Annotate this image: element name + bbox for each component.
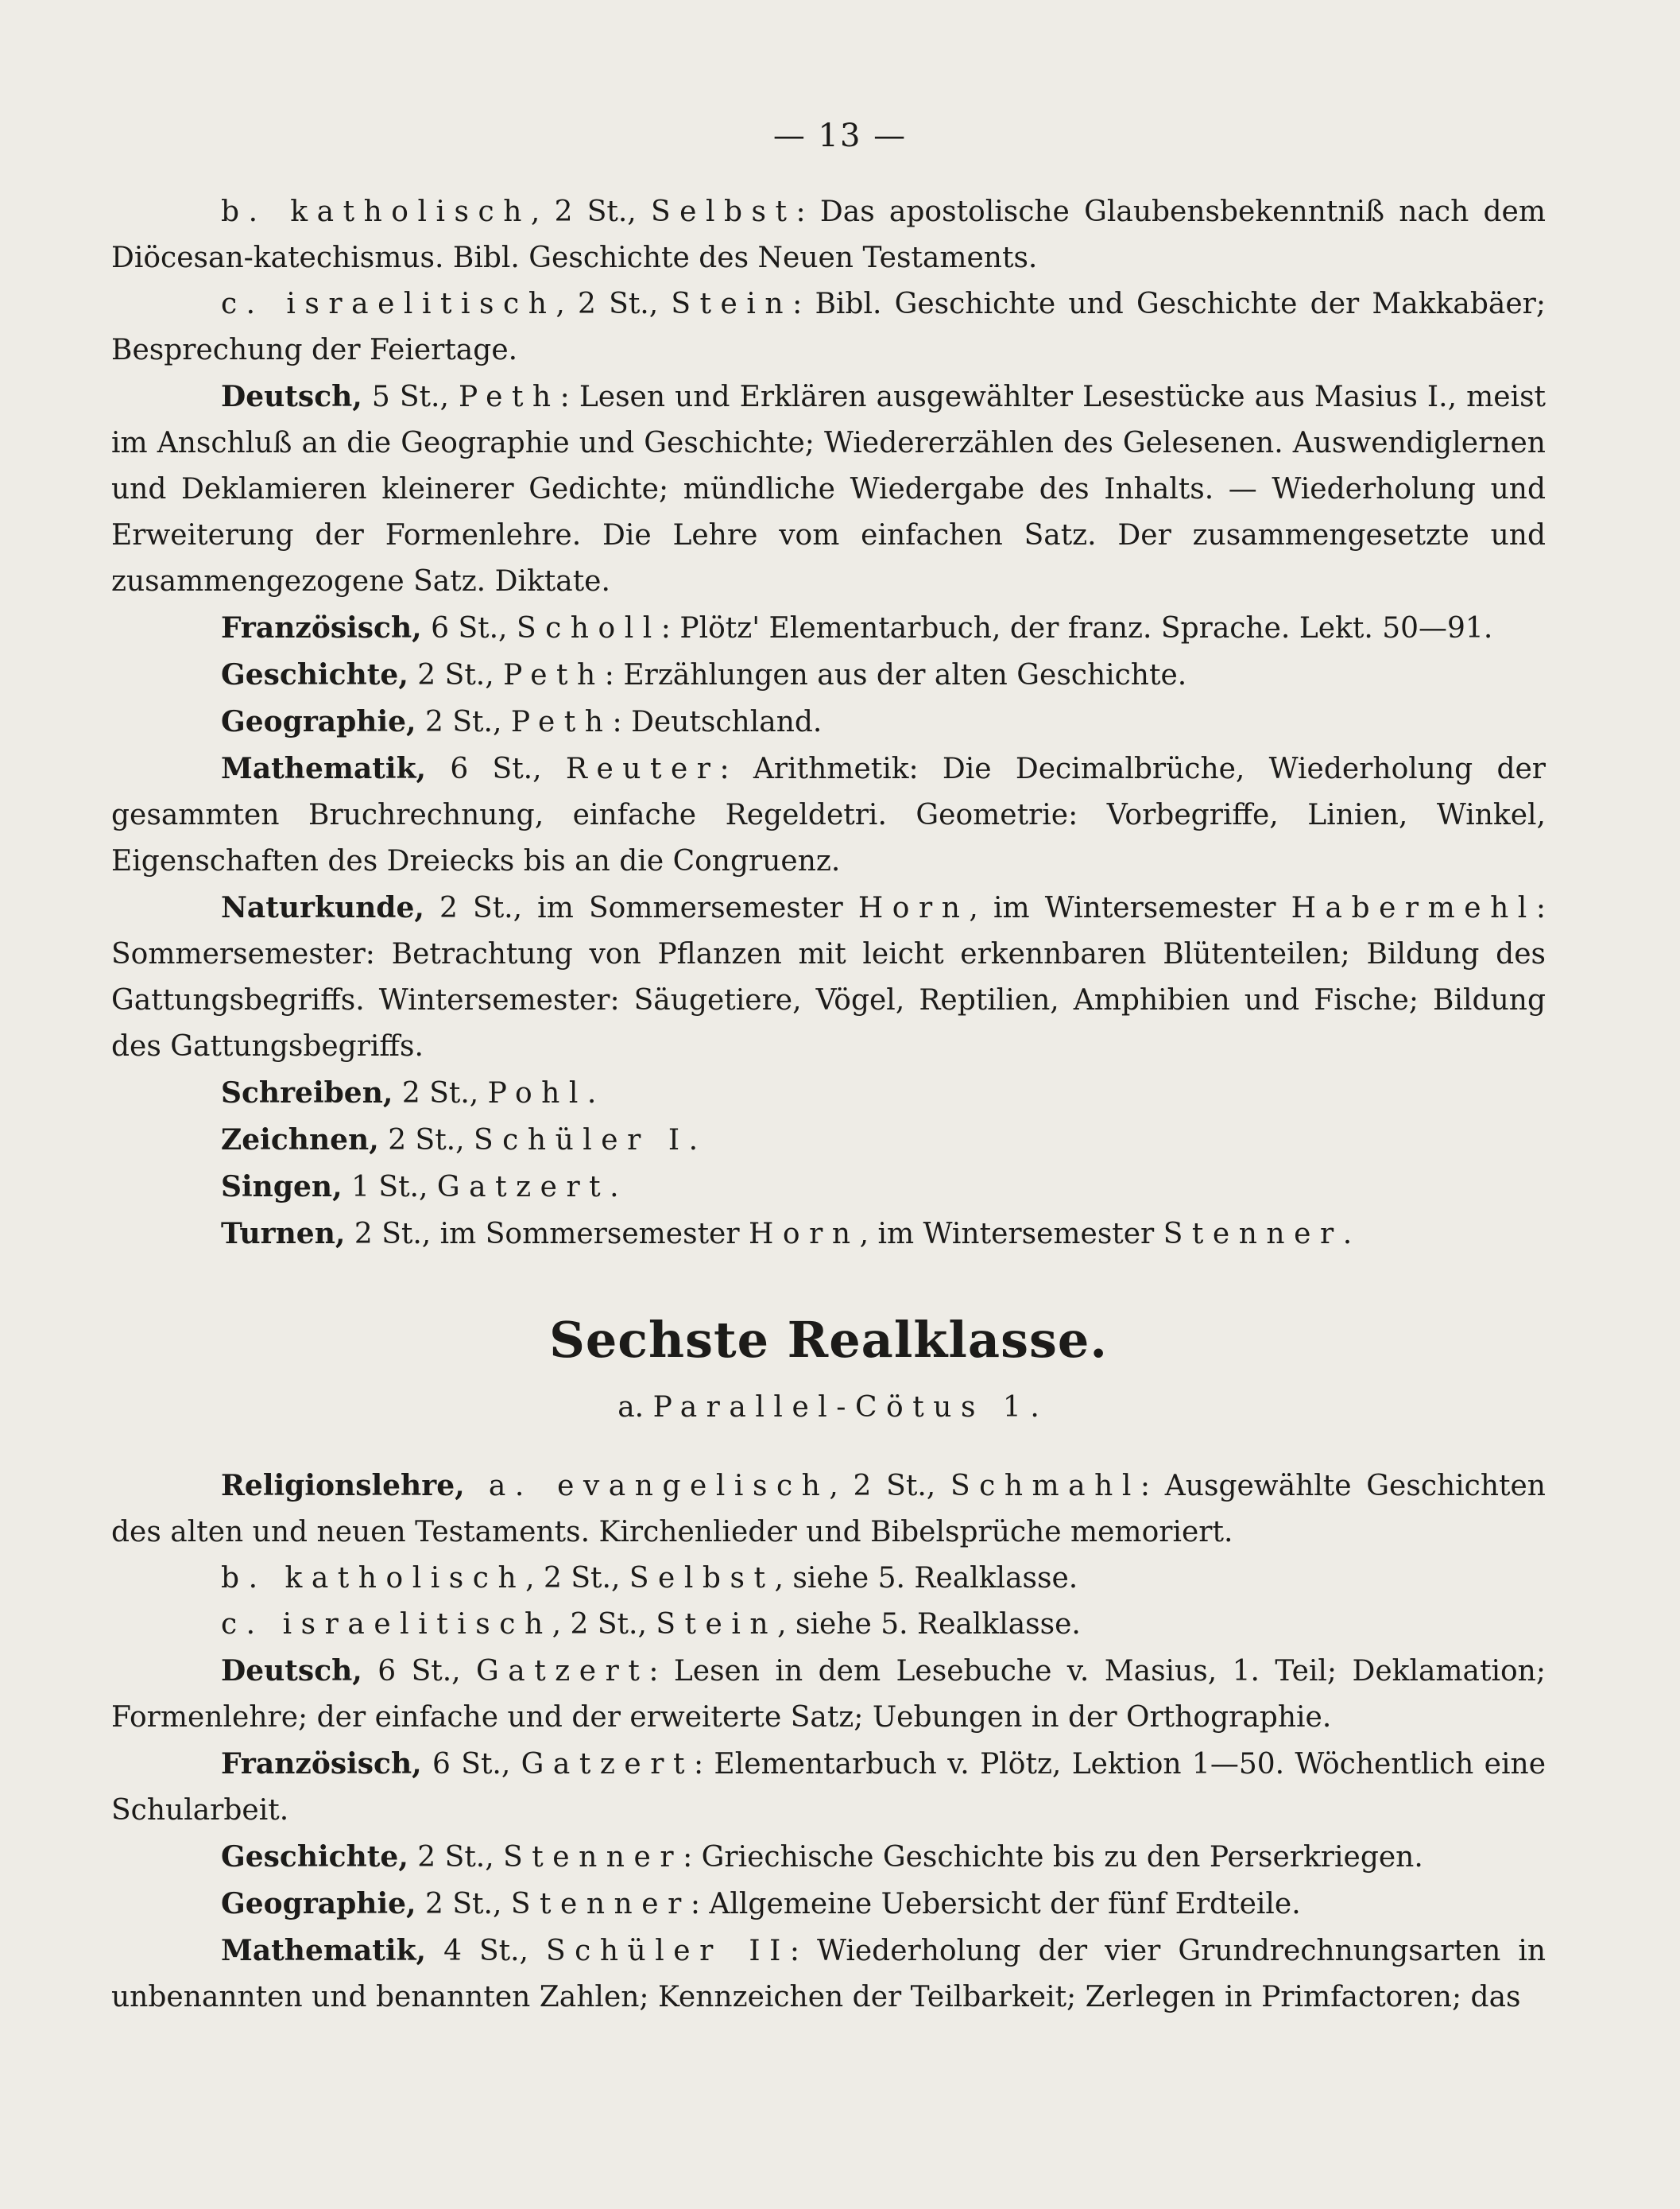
- hours: , 2 St.,: [530, 196, 651, 228]
- subheading-text: Parallel-Cötus 1: [652, 1391, 1031, 1424]
- hours: 2 St.,: [416, 706, 511, 738]
- subject-title: Geographie,: [221, 705, 416, 738]
- section-heading: Sechste Realklasse.: [549, 1311, 1108, 1369]
- subject-title: Deutsch,: [221, 1654, 362, 1688]
- teacher-name: Stenner: [510, 1888, 691, 1920]
- teacher-name: Schüler I: [474, 1124, 689, 1157]
- paragraph-deutsch: [111, 374, 1546, 605]
- paragraph-religion-jewish: [111, 281, 1546, 374]
- teacher-name: Peth: [503, 659, 605, 692]
- hours: , 2 St.,: [552, 1608, 656, 1641]
- subject-title: Singen,: [221, 1170, 343, 1203]
- hours: 2 St.,: [408, 659, 504, 692]
- paragraph-religion-catholic-6: [111, 1556, 1546, 1602]
- teacher-name: Selbst: [650, 196, 796, 228]
- teacher-name: Schüler II: [545, 1935, 790, 1967]
- paragraph-text: : Das apostolische Glaubensbekenntniß nach dem Diöcesan-katechismus. Bibl. Geschichte des Neuen Testaments.: [111, 196, 1546, 274]
- subject-title: Geographie,: [221, 1887, 416, 1920]
- paragraph-mathematik-6: [111, 1928, 1546, 2021]
- teacher-name: Gatzert: [476, 1655, 649, 1688]
- paragraph-franzoesisch: [111, 605, 1546, 652]
- subject-title: Turnen,: [221, 1217, 346, 1250]
- paragraph-turnen: [111, 1211, 1546, 1258]
- subject-title: Deutsch,: [221, 380, 362, 413]
- hours: 1 St.,: [342, 1171, 437, 1203]
- paragraph-text: : Lesen und Erklären ausgewählter Lesestücke aus Masius I., meist im Anschluß an die Geographie und Geschichte; Wiedererzählen des Gelesenen. Auswendiglernen und Deklamieren kleinerer Gedichte; mündliche Wiedergabe des Inhalts. — Wiederholung und Erweiterung der Formenlehre. Die Lehre vom einfachen Satz. Der zusammengesetzte und zusammengezogene Satz. Diktate.: [111, 381, 1546, 598]
- subject-title: Französisch,: [221, 1747, 422, 1781]
- hours: 6 St.,: [426, 753, 566, 785]
- hours: 6 St.,: [421, 1748, 521, 1781]
- paragraph-zeichnen: [111, 1117, 1546, 1164]
- hours: 2 St., im Sommersemester: [345, 1218, 749, 1250]
- teacher-name: Reuter: [565, 753, 720, 785]
- hours: 2 St.,: [378, 1124, 474, 1157]
- paragraph-mathematik: [111, 746, 1546, 885]
- subheading-end: .: [1030, 1391, 1039, 1424]
- subject-title: Naturkunde,: [221, 891, 424, 924]
- paragraph-schreiben: [111, 1070, 1546, 1117]
- denomination-label: c. israelitisch: [221, 288, 556, 320]
- paragraph-geschichte-6: [111, 1834, 1546, 1881]
- paragraph-franzoesisch-6: [111, 1741, 1546, 1834]
- page-number: — 13 —: [772, 118, 908, 154]
- page-body: [111, 189, 1546, 2021]
- denomination-label: c. israelitisch: [221, 1608, 552, 1641]
- subject-title: Schreiben,: [221, 1076, 393, 1110]
- teacher-name: Horn: [749, 1218, 860, 1250]
- paragraph-text: , siehe 5. Realklasse.: [774, 1562, 1078, 1595]
- hours: 6 St.,: [362, 1655, 477, 1688]
- paragraph-geschichte: [111, 652, 1546, 699]
- teacher-name: Habermehl: [1291, 892, 1536, 924]
- paragraph-religion-catholic: [111, 189, 1546, 281]
- paragraph-geographie-6: [111, 1881, 1546, 1928]
- paragraph-geographie: [111, 699, 1546, 746]
- paragraph-naturkunde: [111, 885, 1546, 1070]
- paragraph-text: : Plötz' Elementarbuch, der franz. Sprache. Lekt. 50—91.: [660, 612, 1493, 645]
- denomination-label: b. katholisch: [221, 1562, 526, 1595]
- paragraph-text: , siehe 5. Realklasse.: [777, 1608, 1081, 1641]
- paragraph-religion-jewish-6: [111, 1602, 1546, 1648]
- paragraph-text: : Elementarbuch v. Plötz, Lektion 1—50. Wöchentlich eine Schularbeit.: [111, 1748, 1546, 1827]
- section-subheading: [111, 1385, 1546, 1431]
- teacher-name: Stein: [656, 1608, 778, 1641]
- hours: 5 St.,: [362, 381, 459, 413]
- paragraph-text: : Lesen in dem Lesebuche v. Masius, 1. Teil; Deklamation; Formenlehre; der einfache und der erweiterte Satz; Uebungen in der Orthographie.: [111, 1655, 1546, 1734]
- subject-title: Mathematik,: [221, 752, 427, 785]
- teacher-name: Stenner: [1163, 1218, 1343, 1250]
- hours: , 2 St.,: [555, 288, 672, 320]
- paragraph-text: : Bibl. Geschichte und Geschichte der Makkabäer; Besprechung der Feiertage.: [111, 288, 1546, 366]
- hours: 2 St.,: [408, 1841, 504, 1874]
- teacher-name: Peth: [510, 706, 613, 738]
- paragraph-text: : Griechische Geschichte bis zu den Perserkriegen.: [683, 1841, 1423, 1874]
- subject-title: Mathematik,: [221, 1934, 427, 1967]
- subject-title: Geschichte,: [221, 658, 408, 692]
- paragraph-text: : Ausgewählte Geschichten des alten und neuen Testaments. Kirchenlieder und Bibelsprüche memoriert.: [111, 1470, 1546, 1548]
- subheading-prefix: a.: [617, 1391, 653, 1424]
- hours: 2 St., im Sommersemester: [424, 892, 858, 924]
- paragraph-deutsch-6: [111, 1648, 1546, 1741]
- paragraph-text: : Sommersemester: Betrachtung von Pflanzen mit leicht erkennbaren Blütenteilen; Bildung des Gattungsbegriffs. Wintersemester: Säugetiere, Vögel, Reptilien, Amphibien und Fische; Bildung des Gattungsbegriffs.: [111, 892, 1546, 1063]
- paragraph-text: .: [688, 1124, 699, 1157]
- teacher-name: Pohl: [487, 1077, 587, 1110]
- paragraph-singen: [111, 1164, 1546, 1211]
- paragraph-text: .: [1342, 1218, 1353, 1250]
- paragraph-text: : Erzählungen aus der alten Geschichte.: [604, 659, 1187, 692]
- subject-title: Französisch,: [221, 611, 422, 645]
- hours: 2 St.,: [416, 1888, 511, 1920]
- paragraph-text: , im Wintersemester: [859, 1218, 1163, 1250]
- teacher-name: Stein: [671, 288, 793, 320]
- paragraph-text: .: [586, 1077, 597, 1110]
- paragraph-text: : Deutschland.: [612, 706, 823, 738]
- subject-title: Zeichnen,: [221, 1123, 379, 1157]
- denomination-label: b. katholisch: [221, 196, 531, 228]
- hours: 4 St.,: [426, 1935, 546, 1967]
- paragraph-text: : Allgemeine Uebersicht der fünf Erdteile.: [690, 1888, 1301, 1920]
- teacher-name: Scholl: [516, 612, 661, 645]
- teacher-name: Schmahl: [950, 1470, 1140, 1502]
- denomination-label: a. evangelisch: [464, 1470, 830, 1502]
- teacher-name: Peth: [459, 381, 560, 413]
- paragraph-text: .: [610, 1171, 619, 1203]
- teacher-name: Horn: [857, 892, 970, 924]
- teacher-name: Gatzert: [436, 1171, 610, 1203]
- teacher-name: Stenner: [503, 1841, 683, 1874]
- hours: , 2 St.,: [525, 1562, 629, 1595]
- hours: 6 St.,: [421, 612, 517, 645]
- hours: 2 St.,: [393, 1077, 488, 1110]
- hours: , 2 St.,: [829, 1470, 950, 1502]
- teacher-name: Gatzert: [521, 1748, 694, 1781]
- paragraph-religionslehre: [111, 1463, 1546, 1556]
- teacher-name: Selbst: [629, 1562, 775, 1595]
- paragraph-text: : Wiederholung der vier Grundrechnungsarten in unbenannten und benannten Zahlen; Kennzeichen der Teilbarkeit; Zerlegen in Primfactoren; das: [111, 1935, 1546, 2013]
- subject-title: Religionslehre,: [221, 1469, 465, 1502]
- paragraph-text: : Arithmetik: Die Decimalbrüche, Wiederholung der gesammten Bruchrechnung, einfache Regeldetri. Geometrie: Vorbegriffe, Linien, Winkel, Eigenschaften des Dreiecks bis an die Congruenz.: [111, 753, 1546, 878]
- paragraph-text: , im Wintersemester: [969, 892, 1291, 924]
- subject-title: Geschichte,: [221, 1840, 408, 1874]
